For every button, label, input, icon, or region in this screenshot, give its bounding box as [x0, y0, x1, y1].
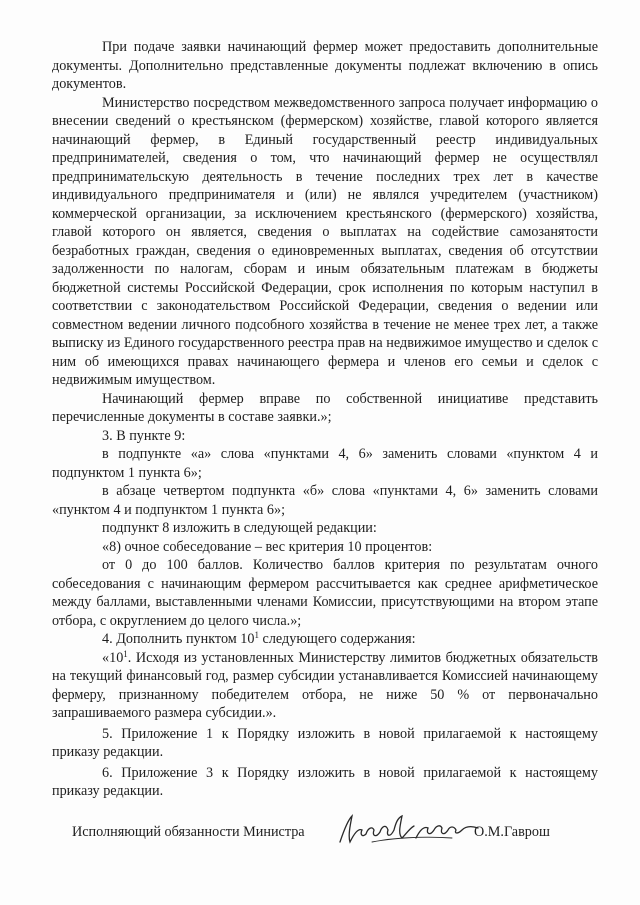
paragraph-item-3: 3. В пункте 9:: [102, 427, 186, 444]
item-10-1-text: . Исходя из установленных Министерству лимитов бюджетных обязательств на текущий финансовый год, размер субсидии устанавливается Комиссией начинающему фермеру, признанному победителем отбора, не ниже 50 % от первоначально запрашиваемого размера субсидии.».: [52, 649, 598, 721]
paragraph-item-5: 5. Приложение 1 к Порядку изложить в новой прилагаемой к настоящему приказу редакции.: [52, 725, 598, 760]
paragraph-interview: «8) очное собеседование – вес критерия 10 процентов:: [102, 538, 433, 555]
item-10-1-superscript: 1: [123, 648, 128, 659]
paragraph-item-10-1: [52, 649, 598, 723]
document-body: [52, 38, 598, 801]
paragraph-subitem-a: в подпункте «а» слова «пунктами 4, 6» заменить словами «пунктом 4 и подпунктом 1 пункта 6»;: [52, 446, 598, 481]
signatory-title: Исполняющий обязанности Министра: [72, 824, 305, 840]
item-4-superscript: 1: [254, 630, 259, 640]
handwritten-signature: [332, 812, 482, 846]
paragraph-item-4: [52, 630, 598, 649]
paragraph-own-initiative: Начинающий фермер вправе по собственной инициативе представить перечисленные документы в составе заявки.»;: [52, 390, 598, 425]
paragraph-subitem-b: в абзаце четвертом подпункта «б» слова «пунктами 4, 6» заменить словами «пунктом 4 и подпунктом 1 пункта 6»;: [52, 483, 598, 518]
item-10-1-number: «10: [102, 649, 124, 666]
paragraph-additional-documents: При подаче заявки начинающий фермер может предоставить дополнительные документы. Дополнительно представленные документы подлежат включению в опись документов.: [52, 39, 598, 92]
paragraph-item-6: 6. Приложение 3 к Порядку изложить в новой прилагаемой к настоящему приказу редакции.: [52, 764, 598, 799]
paragraph-subitem-8: подпункт 8 изложить в следующей редакции:: [102, 520, 377, 536]
paragraph-score: от 0 до 100 баллов. Количество баллов критерия по результатам очного собеседования с начинающим фермером рассчитывается как среднее арифметическое между баллами, выставленными членами Комиссии, присутствующими на втором этапе отбора, с округлением до целого числа.»;: [52, 557, 598, 629]
item-4-text-end: следующего содержания:: [258, 631, 416, 647]
signatory-name: О.М.Гаврош: [474, 824, 550, 840]
item-4-text: 4. Дополнить пунктом 10: [102, 631, 255, 647]
signature-block: [0, 812, 640, 852]
paragraph-interagency-request: Министерство посредством межведомственного запроса получает информацию о внесении сведений о крестьянском (фермерском) хозяйстве, главой которого является начинающий фермер, в Единый государственный реестр индивидуальных предпринимателей, сведения о том, что начинающий фермер не осуществлял предпринимательскую деятельность в течение последних трех лет в качестве индивидуального предпринимателя и (или) не являлся учредителем (участником) коммерческой организации, за исключением крестьянского (фермерского) хозяйства, главой которого он является, сведения о выплатах на содействие самозанятости безработных граждан, сведения о единовременных выплатах, сведения об отсутствии задолженности по налогам, сборам и иным обязательным платежам в бюджеты бюджетной системы Российской Федерации, срок исполнения по которым наступил в соответствии с законодательством Российской Федерации, сведения о ведении или совместном ведении личного подсобного хозяйства в течение не менее трех лет, а также выписку из Единого государственного реестра прав на недвижимое имущество и сделок с ним об имеющихся правах начинающего фермера и членов его семьи и сделок с недвижимым имуществом.: [52, 94, 598, 388]
